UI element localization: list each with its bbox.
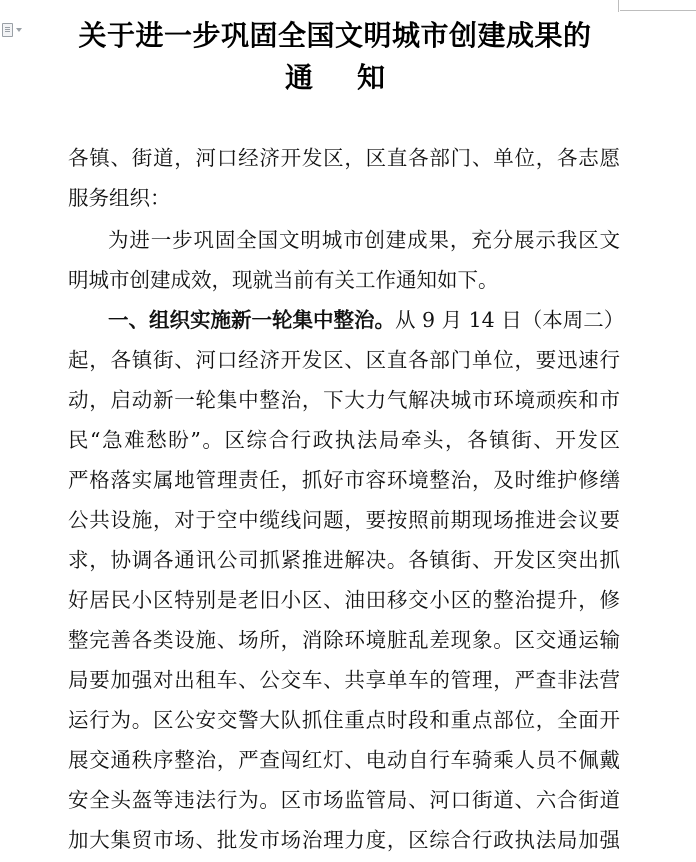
body-line: 动，启动新一轮集中整治，下大力气解决城市环境顽疾和市 <box>68 388 620 412</box>
body-line: 展交通秩序整治，严查闯红灯、电动自行车骑乘人员不佩戴 <box>68 748 620 772</box>
body-line: 服务组织： <box>68 186 171 210</box>
body-line: 各镇、街道，河口经济开发区，区直各部门、单位，各志愿 <box>68 146 620 170</box>
body-line: 运行为。区公安交警大队抓住重点时段和重点部位，全面开 <box>68 708 620 732</box>
body-line: 民“急难愁盼”。区综合行政执法局牵头，各镇街、开发区 <box>68 428 620 452</box>
crop-mark-vertical <box>618 0 619 12</box>
paragraph-layout-icon[interactable] <box>2 22 24 38</box>
document-title-line-2: 通知 <box>284 61 429 94</box>
body-line: 安全头盔等违法行为。区市场监管局、河口街道、六合街道 <box>68 788 620 812</box>
body-line: 公共设施，对于空中缆线问题，要按照前期现场推进会议要 <box>68 508 620 532</box>
body-line: 为进一步巩固全国文明城市创建成果，充分展示我区文 <box>108 228 620 252</box>
document-icon <box>2 23 13 37</box>
body-line: 整完善各类设施、场所，消除环境脏乱差现象。区交通运输 <box>68 628 620 652</box>
section-1-first-line <box>108 306 625 334</box>
document-title-line-1: 关于进一步巩固全国文明城市创建成果的 <box>78 19 592 52</box>
body-line: 局要加强对出租车、公交车、共享单车的管理，严查非法营 <box>68 668 620 692</box>
section-1-heading: 一、组织实施新一轮集中整治。 <box>108 308 395 332</box>
body-line: 加大集贸市场、批发市场治理力度，区综合行政执法局加强 <box>68 828 620 852</box>
body-line: 起，各镇街、河口经济开发区、区直各部门单位，要迅速行 <box>68 348 620 372</box>
section-1-lead-text: 从 9 月 14 日（本周二） <box>395 308 625 332</box>
body-line: 求，协调各通讯公司抓紧推进解决。各镇街、开发区突出抓 <box>68 548 620 572</box>
body-line: 明城市创建成效，现就当前有关工作通知如下。 <box>68 268 499 292</box>
crop-mark-horizontal <box>620 10 696 11</box>
body-line: 好居民小区特别是老旧小区、油田移交小区的整治提升，修 <box>68 588 620 612</box>
body-line: 严格落实属地管理责任，抓好市容环境整治，及时维护修缮 <box>68 468 620 492</box>
chevron-down-icon <box>16 28 22 32</box>
